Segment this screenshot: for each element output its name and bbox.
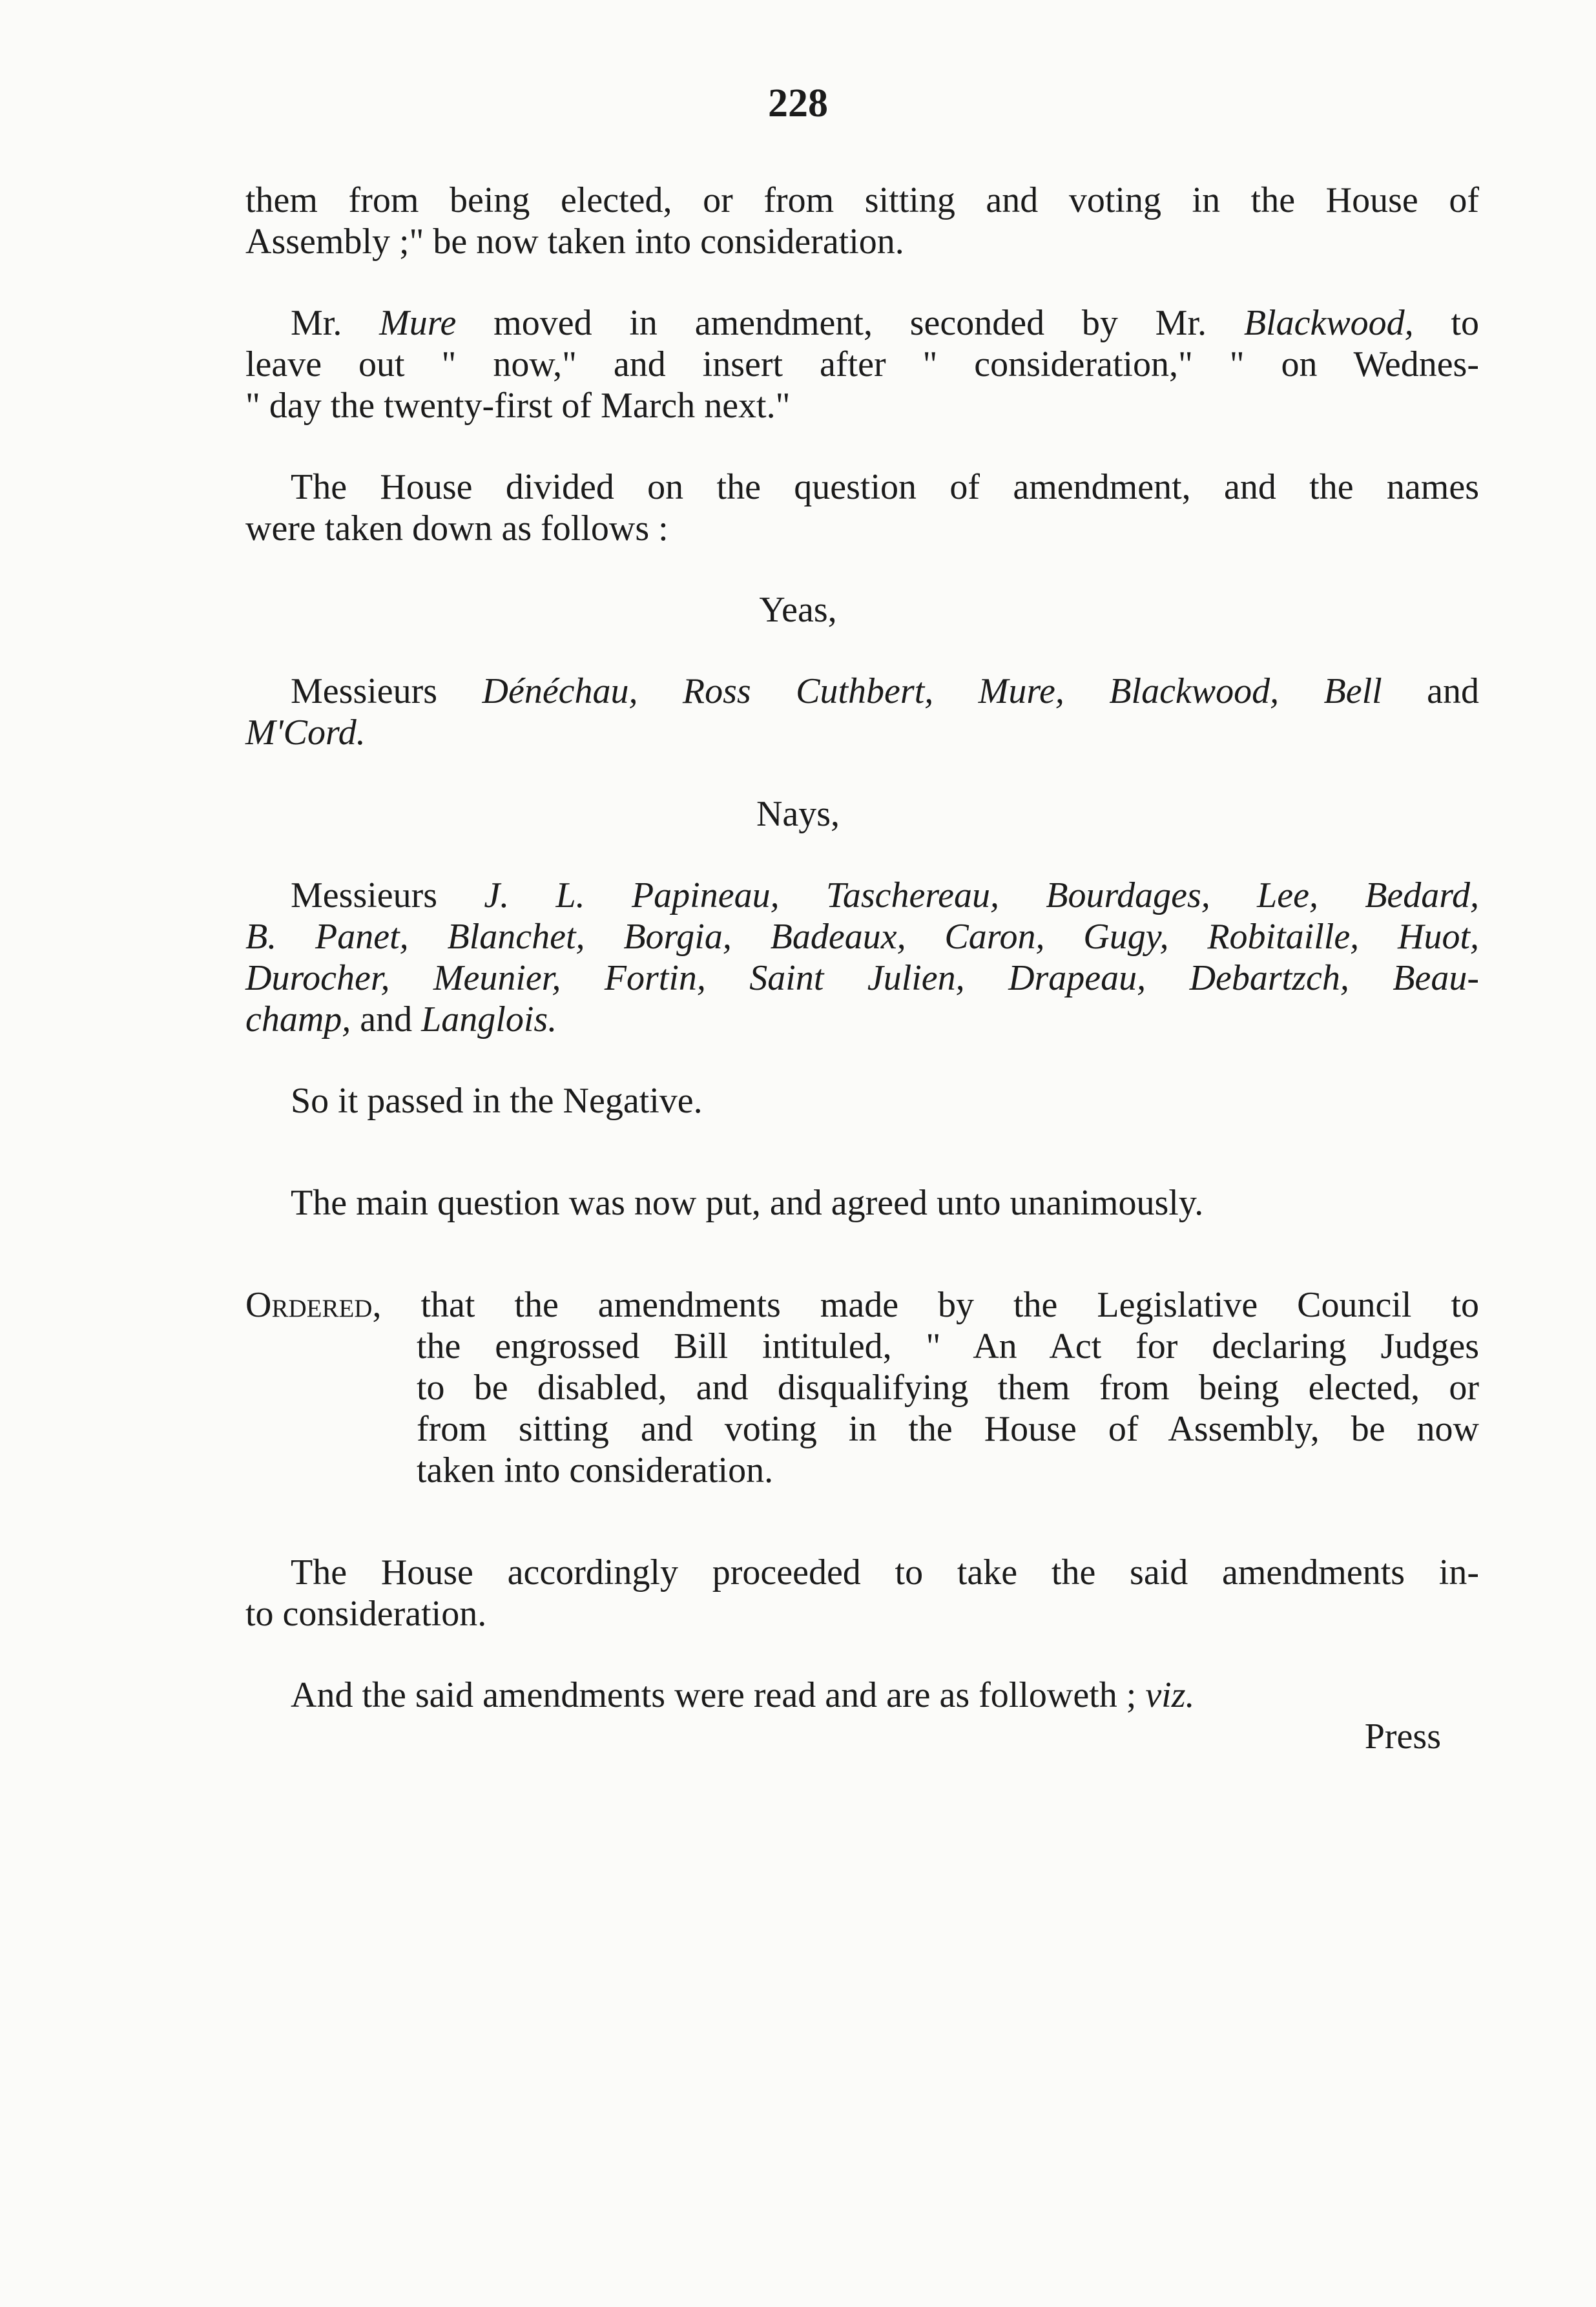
yeas-and: and [1427,671,1480,711]
motion-line3: " day the twenty-first of March next." [245,386,791,426]
nays-names-5: Langlois. [421,999,557,1039]
read-viz: viz. [1145,1675,1195,1715]
ordered-text-1: that the amendments made by the Legislative Council to [420,1285,1480,1325]
motion-name-blackwood: Blackwood, [1243,303,1414,343]
proceeded-line1: The House accordingly proceeded to take the said amendments in- [291,1552,1479,1592]
division-line2: were taken down as follows : [245,508,668,548]
motion-mr: Mr. [291,303,342,343]
yeas-names: Dénéchau, Ross Cuthbert, Mure, Blackwood, Bell [482,671,1382,711]
nays-heading: Nays, [756,794,840,834]
catchword: Press [1364,1717,1441,1757]
ordered-line1 [245,1284,1479,1326]
main-question-line: The main question was now put, and agreed unto unanimously. [291,1183,1204,1223]
ordered-line4: from sitting and voting in the House of Assembly, be now [417,1409,1479,1449]
ordered-word: Ordered, [245,1285,382,1325]
motion-to: to [1451,303,1480,343]
yeas-prefix: Messieurs [291,671,438,711]
nays-names-1: J. L. Papineau, Taschereau, Bourdages, Lee, Bedard, [484,875,1480,915]
motion-text: moved in amendment, seconded by Mr. [493,303,1207,343]
division-line1: The House divided on the question of amendment, and the names [291,467,1479,507]
nays-and: and [360,999,413,1039]
yeas-line2 [245,712,1479,753]
motion-name-mure: Mure [379,303,457,343]
ordered-line3: to be disabled, and disqualifying them from being elected, or [417,1368,1479,1408]
nays-names-2: B. Panet, Blanchet, Borgia, Badeaux, Caron, Gugy, Robitaille, Huot, [245,917,1479,957]
ordered-line2: the engrossed Bill intituled, " An Act for declaring Judges [417,1326,1479,1366]
yeas-heading: Yeas, [759,590,837,630]
proceeded-line2: to consideration. [245,1594,487,1634]
yeas-names-2: M'Cord. [245,713,366,753]
ordered-line5: taken into consideration. [417,1450,774,1490]
para1-line2: Assembly ;" be now taken into consideration. [245,222,904,262]
nays-line1 [291,875,1479,916]
result-line: So it passed in the Negative. [291,1081,703,1121]
yeas-line1 [291,671,1479,712]
nays-names-3: Durocher, Meunier, Fortin, Saint Julien, Drapeau, Debartzch, Beau- [245,958,1479,998]
page-number: 228 [768,81,828,125]
motion-line1 [291,302,1479,344]
nays-line2 [245,916,1479,957]
read-line [291,1675,1479,1716]
nays-prefix: Messieurs [291,875,438,915]
read-text: And the said amendments were read and are as followeth ; [291,1675,1137,1715]
nays-line3 [245,957,1479,999]
motion-line2: leave out " now," and insert after " consideration," " on Wednes- [245,344,1479,384]
nays-names-4: champ, [245,999,351,1039]
para1-line1: them from being elected, or from sitting and voting in the House of [245,180,1479,220]
nays-line4 [245,999,1479,1040]
